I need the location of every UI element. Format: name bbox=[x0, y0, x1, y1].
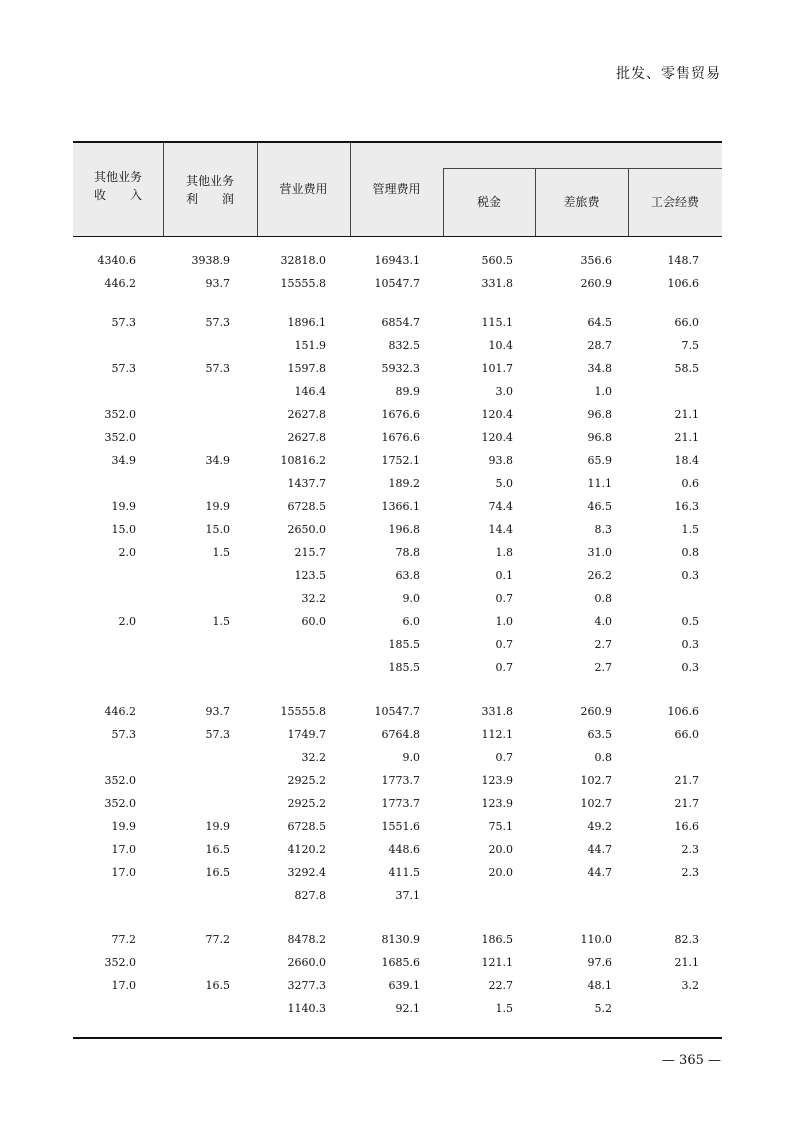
table-cell: 1.0 bbox=[594, 385, 612, 398]
table-row bbox=[73, 277, 722, 293]
header-line: 收 入 bbox=[93, 188, 142, 202]
table-cell: 57.3 bbox=[205, 362, 230, 375]
header-line: 税金 bbox=[476, 195, 501, 209]
table-cell: 106.6 bbox=[667, 705, 699, 718]
table-cell: 44.7 bbox=[587, 866, 612, 879]
header-line: 工会经费 bbox=[650, 195, 699, 209]
table-row bbox=[73, 431, 722, 447]
table-cell: 3.2 bbox=[681, 979, 699, 992]
table-cell: 1366.1 bbox=[381, 500, 420, 513]
table-cell: 17.0 bbox=[111, 843, 136, 856]
running-head: 批发、零售贸易 bbox=[616, 66, 721, 82]
table-cell: 1749.7 bbox=[287, 728, 326, 741]
table-cell: 63.8 bbox=[395, 569, 420, 582]
table-cell: 21.1 bbox=[674, 956, 699, 969]
table-cell: 1.5 bbox=[212, 615, 230, 628]
table-cell: 827.8 bbox=[294, 889, 326, 902]
table-cell: 1676.6 bbox=[381, 431, 420, 444]
table-cell: 6764.8 bbox=[381, 728, 420, 741]
table-row bbox=[73, 362, 722, 378]
table-cell: 0.7 bbox=[495, 638, 513, 651]
table-cell: 7.5 bbox=[681, 339, 699, 352]
table-row bbox=[73, 408, 722, 424]
table-cell: 9.0 bbox=[402, 751, 420, 764]
table-cell: 2627.8 bbox=[287, 408, 326, 421]
table-cell: 1140.3 bbox=[287, 1002, 326, 1015]
table-cell: 186.5 bbox=[481, 933, 513, 946]
header-line: 管理费用 bbox=[372, 182, 421, 196]
table-cell: 1896.1 bbox=[287, 316, 326, 329]
table-cell: 77.2 bbox=[205, 933, 230, 946]
header-line: 其他业务 bbox=[185, 174, 234, 188]
table-row bbox=[73, 933, 722, 949]
table-cell: 96.8 bbox=[587, 431, 612, 444]
table-cell: 352.0 bbox=[104, 408, 136, 421]
table-cell: 64.5 bbox=[587, 316, 612, 329]
table-header-bottom-rule bbox=[73, 236, 722, 237]
table-cell: 1437.7 bbox=[287, 477, 326, 490]
table-cell: 8130.9 bbox=[381, 933, 420, 946]
table-cell: 352.0 bbox=[104, 431, 136, 444]
table-cell: 34.9 bbox=[111, 454, 136, 467]
table-cell: 4340.6 bbox=[97, 254, 136, 267]
table-cell: 832.5 bbox=[388, 339, 420, 352]
table-cell: 21.1 bbox=[674, 431, 699, 444]
table-cell: 260.9 bbox=[580, 277, 612, 290]
table-cell: 2925.2 bbox=[287, 797, 326, 810]
table-row bbox=[73, 500, 722, 516]
table-cell: 21.7 bbox=[674, 774, 699, 787]
table-cell: 1773.7 bbox=[381, 774, 420, 787]
table-row bbox=[73, 956, 722, 972]
table-cell: 10.4 bbox=[488, 339, 513, 352]
table-cell: 189.2 bbox=[388, 477, 420, 490]
table-cell: 60.0 bbox=[301, 615, 326, 628]
table-cell: 58.5 bbox=[674, 362, 699, 375]
table-cell: 3.0 bbox=[495, 385, 513, 398]
table-cell: 185.5 bbox=[388, 638, 420, 651]
table-cell: 4.0 bbox=[594, 615, 612, 628]
table-cell: 32818.0 bbox=[280, 254, 326, 267]
table-cell: 151.9 bbox=[294, 339, 326, 352]
table-cell: 1.5 bbox=[495, 1002, 513, 1015]
table-cell: 74.4 bbox=[488, 500, 513, 513]
table-cell: 2.0 bbox=[118, 615, 136, 628]
table-row bbox=[73, 1002, 722, 1018]
table-cell: 15.0 bbox=[111, 523, 136, 536]
header-line: 营业费用 bbox=[279, 182, 328, 196]
table-cell: 17.0 bbox=[111, 866, 136, 879]
table-row bbox=[73, 477, 722, 493]
table-cell: 2925.2 bbox=[287, 774, 326, 787]
table-row bbox=[73, 889, 722, 905]
table-cell: 14.4 bbox=[488, 523, 513, 536]
table-cell: 10547.7 bbox=[374, 705, 420, 718]
table-cell: 121.1 bbox=[481, 956, 513, 969]
table-cell: 49.2 bbox=[587, 820, 612, 833]
table-cell: 0.7 bbox=[495, 661, 513, 674]
table-cell: 6728.5 bbox=[287, 500, 326, 513]
table-cell: 2650.0 bbox=[287, 523, 326, 536]
table-cell: 123.9 bbox=[481, 774, 513, 787]
table-cell: 22.7 bbox=[488, 979, 513, 992]
table-cell: 1.0 bbox=[495, 615, 513, 628]
table-cell: 6728.5 bbox=[287, 820, 326, 833]
table-row bbox=[73, 979, 722, 995]
table-cell: 3277.3 bbox=[287, 979, 326, 992]
table-row bbox=[73, 316, 722, 332]
table-cell: 15555.8 bbox=[280, 705, 326, 718]
table-cell: 26.2 bbox=[587, 569, 612, 582]
table-cell: 57.3 bbox=[111, 362, 136, 375]
table-cell: 115.1 bbox=[481, 316, 513, 329]
table-cell: 93.7 bbox=[205, 277, 230, 290]
table-row bbox=[73, 592, 722, 608]
table-cell: 10816.2 bbox=[280, 454, 326, 467]
table-cell: 31.0 bbox=[587, 546, 612, 559]
table-cell: 411.5 bbox=[388, 866, 420, 879]
column-header-other-income bbox=[73, 168, 163, 204]
header-subrule bbox=[443, 168, 722, 169]
column-header-travel bbox=[535, 193, 628, 211]
table-row bbox=[73, 569, 722, 585]
header-line: 差旅费 bbox=[563, 195, 600, 209]
table-cell: 57.3 bbox=[205, 728, 230, 741]
table-cell: 3938.9 bbox=[191, 254, 230, 267]
table-cell: 21.7 bbox=[674, 797, 699, 810]
table-cell: 5.2 bbox=[594, 1002, 612, 1015]
table-cell: 8478.2 bbox=[287, 933, 326, 946]
table-cell: 0.6 bbox=[681, 477, 699, 490]
table-cell: 82.3 bbox=[674, 933, 699, 946]
table-cell: 15.0 bbox=[205, 523, 230, 536]
table-cell: 15555.8 bbox=[280, 277, 326, 290]
table-cell: 32.2 bbox=[301, 592, 326, 605]
table-cell: 8.3 bbox=[594, 523, 612, 536]
table-cell: 446.2 bbox=[104, 705, 136, 718]
table-row bbox=[73, 454, 722, 470]
table-row bbox=[73, 705, 722, 721]
table-row bbox=[73, 820, 722, 836]
table-row bbox=[73, 774, 722, 790]
table-cell: 20.0 bbox=[488, 843, 513, 856]
column-header-admin-expense bbox=[350, 180, 443, 198]
table-cell: 101.7 bbox=[481, 362, 513, 375]
table-cell: 34.9 bbox=[205, 454, 230, 467]
table-cell: 106.6 bbox=[667, 277, 699, 290]
table-cell: 44.7 bbox=[587, 843, 612, 856]
table-cell: 2627.8 bbox=[287, 431, 326, 444]
table-cell: 352.0 bbox=[104, 774, 136, 787]
table-cell: 1685.6 bbox=[381, 956, 420, 969]
table-cell: 0.3 bbox=[681, 569, 699, 582]
table-cell: 2.7 bbox=[594, 638, 612, 651]
table-cell: 0.8 bbox=[594, 751, 612, 764]
table-row bbox=[73, 661, 722, 677]
table-cell: 1597.8 bbox=[287, 362, 326, 375]
table-cell: 560.5 bbox=[481, 254, 513, 267]
table-row bbox=[73, 523, 722, 539]
table-bottom-rule bbox=[73, 1037, 722, 1039]
table-cell: 123.5 bbox=[294, 569, 326, 582]
table-cell: 120.4 bbox=[481, 431, 513, 444]
table-row bbox=[73, 751, 722, 767]
table-cell: 66.0 bbox=[674, 728, 699, 741]
table-cell: 1773.7 bbox=[381, 797, 420, 810]
table-cell: 16.3 bbox=[674, 500, 699, 513]
table-cell: 20.0 bbox=[488, 866, 513, 879]
table-cell: 32.2 bbox=[301, 751, 326, 764]
table-cell: 17.0 bbox=[111, 979, 136, 992]
table-cell: 639.1 bbox=[388, 979, 420, 992]
table-row bbox=[73, 638, 722, 654]
table-cell: 331.8 bbox=[481, 705, 513, 718]
header-line: 其他业务 bbox=[93, 170, 142, 184]
column-header-other-profit bbox=[163, 172, 257, 208]
table-cell: 6854.7 bbox=[381, 316, 420, 329]
table-cell: 146.4 bbox=[294, 385, 326, 398]
table-cell: 57.3 bbox=[111, 316, 136, 329]
table-row bbox=[73, 385, 722, 401]
table-cell: 2.7 bbox=[594, 661, 612, 674]
table-cell: 92.1 bbox=[395, 1002, 420, 1015]
table-cell: 2.0 bbox=[118, 546, 136, 559]
table-cell: 110.0 bbox=[580, 933, 612, 946]
table-cell: 123.9 bbox=[481, 797, 513, 810]
table-cell: 1676.6 bbox=[381, 408, 420, 421]
table-row bbox=[73, 546, 722, 562]
table-row bbox=[73, 254, 722, 270]
table-cell: 148.7 bbox=[667, 254, 699, 267]
table-row bbox=[73, 843, 722, 859]
table-row bbox=[73, 866, 722, 882]
column-header-operating-expense bbox=[257, 180, 350, 198]
table-cell: 9.0 bbox=[402, 592, 420, 605]
table-cell: 102.7 bbox=[580, 774, 612, 787]
table-cell: 96.8 bbox=[587, 408, 612, 421]
table-cell: 16.5 bbox=[205, 866, 230, 879]
table-cell: 57.3 bbox=[111, 728, 136, 741]
table-cell: 57.3 bbox=[205, 316, 230, 329]
table-cell: 28.7 bbox=[587, 339, 612, 352]
table-cell: 0.8 bbox=[681, 546, 699, 559]
table-cell: 0.1 bbox=[495, 569, 513, 582]
table-cell: 16.5 bbox=[205, 843, 230, 856]
table-cell: 5932.3 bbox=[381, 362, 420, 375]
table-cell: 215.7 bbox=[294, 546, 326, 559]
table-cell: 37.1 bbox=[395, 889, 420, 902]
table-row bbox=[73, 728, 722, 744]
table-cell: 19.9 bbox=[111, 820, 136, 833]
header-line: 利 润 bbox=[185, 192, 234, 206]
table-cell: 120.4 bbox=[481, 408, 513, 421]
table-cell: 112.1 bbox=[481, 728, 513, 741]
table-cell: 185.5 bbox=[388, 661, 420, 674]
column-header-union-fee bbox=[628, 193, 722, 211]
table-cell: 0.7 bbox=[495, 751, 513, 764]
table-cell: 1551.6 bbox=[381, 820, 420, 833]
table-cell: 77.2 bbox=[111, 933, 136, 946]
table-cell: 356.6 bbox=[580, 254, 612, 267]
table-cell: 19.9 bbox=[205, 820, 230, 833]
table-cell: 19.9 bbox=[111, 500, 136, 513]
table-cell: 3292.4 bbox=[287, 866, 326, 879]
table-cell: 11.1 bbox=[587, 477, 612, 490]
table-cell: 10547.7 bbox=[374, 277, 420, 290]
table-row bbox=[73, 797, 722, 813]
table-cell: 352.0 bbox=[104, 956, 136, 969]
table-cell: 21.1 bbox=[674, 408, 699, 421]
table-cell: 0.7 bbox=[495, 592, 513, 605]
table-cell: 18.4 bbox=[674, 454, 699, 467]
table-cell: 2660.0 bbox=[287, 956, 326, 969]
table-cell: 260.9 bbox=[580, 705, 612, 718]
table-cell: 0.3 bbox=[681, 661, 699, 674]
table-cell: 63.5 bbox=[587, 728, 612, 741]
table-cell: 196.8 bbox=[388, 523, 420, 536]
table-cell: 0.5 bbox=[681, 615, 699, 628]
page-number: — 365 — bbox=[661, 1053, 721, 1068]
table-cell: 89.9 bbox=[395, 385, 420, 398]
column-header-tax bbox=[443, 193, 535, 211]
table-cell: 66.0 bbox=[674, 316, 699, 329]
table-cell: 16.6 bbox=[674, 820, 699, 833]
table-cell: 1.5 bbox=[681, 523, 699, 536]
table-cell: 93.7 bbox=[205, 705, 230, 718]
table-row bbox=[73, 339, 722, 355]
table-cell: 102.7 bbox=[580, 797, 612, 810]
table-row bbox=[73, 615, 722, 631]
table-cell: 48.1 bbox=[587, 979, 612, 992]
table-cell: 352.0 bbox=[104, 797, 136, 810]
table-cell: 1.8 bbox=[495, 546, 513, 559]
table-cell: 93.8 bbox=[488, 454, 513, 467]
table-cell: 75.1 bbox=[488, 820, 513, 833]
table-cell: 446.2 bbox=[104, 277, 136, 290]
table-cell: 46.5 bbox=[587, 500, 612, 513]
table-cell: 5.0 bbox=[495, 477, 513, 490]
table-cell: 2.3 bbox=[681, 843, 699, 856]
table-cell: 97.6 bbox=[587, 956, 612, 969]
table-cell: 65.9 bbox=[587, 454, 612, 467]
table-cell: 78.8 bbox=[395, 546, 420, 559]
table-cell: 2.3 bbox=[681, 866, 699, 879]
table-cell: 16.5 bbox=[205, 979, 230, 992]
table-cell: 0.3 bbox=[681, 638, 699, 651]
table-cell: 1752.1 bbox=[381, 454, 420, 467]
table-cell: 34.8 bbox=[587, 362, 612, 375]
table-cell: 331.8 bbox=[481, 277, 513, 290]
table-cell: 448.6 bbox=[388, 843, 420, 856]
table-cell: 1.5 bbox=[212, 546, 230, 559]
table-cell: 19.9 bbox=[205, 500, 230, 513]
table-cell: 0.8 bbox=[594, 592, 612, 605]
table-cell: 16943.1 bbox=[374, 254, 420, 267]
table-cell: 4120.2 bbox=[287, 843, 326, 856]
table-cell: 6.0 bbox=[402, 615, 420, 628]
